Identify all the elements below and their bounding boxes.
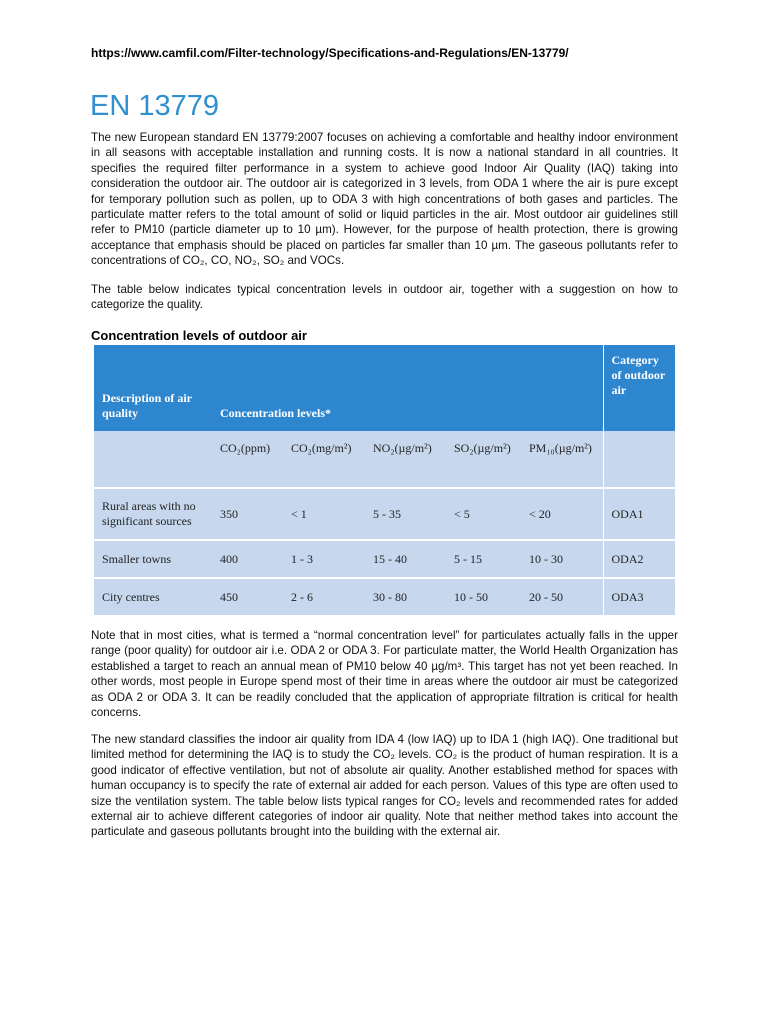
cell-co2-mg: 2 - 6 bbox=[283, 578, 365, 615]
table-heading: Concentration levels of outdoor air bbox=[91, 328, 307, 343]
units-blank-cell bbox=[94, 431, 212, 488]
unit-co2-ppm: CO₂(ppm) bbox=[212, 431, 283, 488]
unit-so2: SO₂(µg/m²) bbox=[446, 431, 521, 488]
indoor-quality-paragraph: The new standard classifies the indoor air quality from IDA 4 (low IAQ) up to IDA 1 (high IAQ). One traditional but limited method for determining the IAQ is to study the CO₂ levels. CO₂ is the product of human respiration. It is a good indicator of effective ventilation, but not of absolute air quality. Another established method for spaces with human occupancy is to specify the rate of external air added for each person. Values of this type are often used to size the ventilation system. The table below lists typical ranges for CO₂ levels and recommended rates for added external air to achieve different categories of indoor air quality. Note that neither method takes into account the particulate and gaseous pollutants brought into the building with the external air. bbox=[91, 733, 678, 839]
cell-so2: 5 - 15 bbox=[446, 540, 521, 578]
intro-paragraph: The new European standard EN 13779:2007 focuses on achieving a comfortable and healthy indoor environment in all seasons with acceptable installation and running costs. It is now a national standard in all countries. It specifies the required filter performance in a system to achieve good Indoor Air Quality (IAQ) taking into consideration the outdoor air. The outdoor air is categorized in 3 levels, from ODA 1 where the air is pure except for temporary pollution such as pollen, up to ODA 3 with high concentrations of both gases and particles. The particulate matter refers to the total amount of solid or liquid particles in the air. Most outdoor air guidelines still refer to PM10 (particle diameter up to 10 µm). However, for the purpose of health protection, there is growing acceptance that emphasis should be placed on particles far smaller than 10 µm. The gaseous pollutants refer to concentrations of CO₂, CO, NO₂, SO₂ and VOCs. bbox=[91, 131, 678, 268]
unit-no2: NO₂(µg/m²) bbox=[365, 431, 446, 488]
cell-co2-ppm: 400 bbox=[212, 540, 283, 578]
cell-category: ODA2 bbox=[603, 540, 675, 578]
row-description: City centres bbox=[94, 578, 212, 615]
concentration-table bbox=[94, 345, 675, 615]
source-url[interactable]: https://www.camfil.com/Filter-technology/Specifications-and-Regulations/EN-13779/ bbox=[91, 46, 569, 60]
particulates-paragraph: Note that in most cities, what is termed a “normal concentration level” for particulates actually falls in the upper range (poor quality) for outdoor air i.e. ODA 2 or ODA 3. For particulate matter, the World Health Organization has established a target to reach an annual mean of PM10 below 40 µg/m³. This target has not yet been reached. In other words, most people in Europe spend most of their time in areas where the outdoor air must be categorized as ODA 2 or ODA 3. It can be readily concluded that the application of appropriate filtration is critical for health concerns. bbox=[91, 629, 678, 720]
row-description: Rural areas with no significant sources bbox=[94, 488, 212, 540]
cell-so2: 10 - 50 bbox=[446, 578, 521, 615]
units-row bbox=[94, 431, 675, 488]
table-row bbox=[94, 578, 675, 615]
row-description: Smaller towns bbox=[94, 540, 212, 578]
cell-so2: < 5 bbox=[446, 488, 521, 540]
units-category-blank bbox=[603, 431, 675, 488]
table-header-row bbox=[94, 345, 675, 431]
cell-no2: 30 - 80 bbox=[365, 578, 446, 615]
header-category: Category of outdoor air bbox=[603, 345, 675, 431]
cell-co2-ppm: 350 bbox=[212, 488, 283, 540]
header-concentration: Concentration levels* bbox=[212, 345, 603, 431]
cell-co2-mg: 1 - 3 bbox=[283, 540, 365, 578]
cell-no2: 15 - 40 bbox=[365, 540, 446, 578]
cell-category: ODA3 bbox=[603, 578, 675, 615]
cell-pm10: < 20 bbox=[521, 488, 603, 540]
cell-category: ODA1 bbox=[603, 488, 675, 540]
unit-co2-mg: CO₂(mg/m²) bbox=[283, 431, 365, 488]
cell-pm10: 10 - 30 bbox=[521, 540, 603, 578]
cell-pm10: 20 - 50 bbox=[521, 578, 603, 615]
cell-co2-ppm: 450 bbox=[212, 578, 283, 615]
unit-pm10: PM₁₀(µg/m²) bbox=[521, 431, 603, 488]
page-title: EN 13779 bbox=[90, 90, 219, 122]
table-row bbox=[94, 488, 675, 540]
cell-no2: 5 - 35 bbox=[365, 488, 446, 540]
table-intro-paragraph: The table below indicates typical concentration levels in outdoor air, together with a suggestion on how to categorize the quality. bbox=[91, 283, 678, 312]
header-description: Description of air quality bbox=[94, 345, 212, 431]
cell-co2-mg: < 1 bbox=[283, 488, 365, 540]
table-row bbox=[94, 540, 675, 578]
